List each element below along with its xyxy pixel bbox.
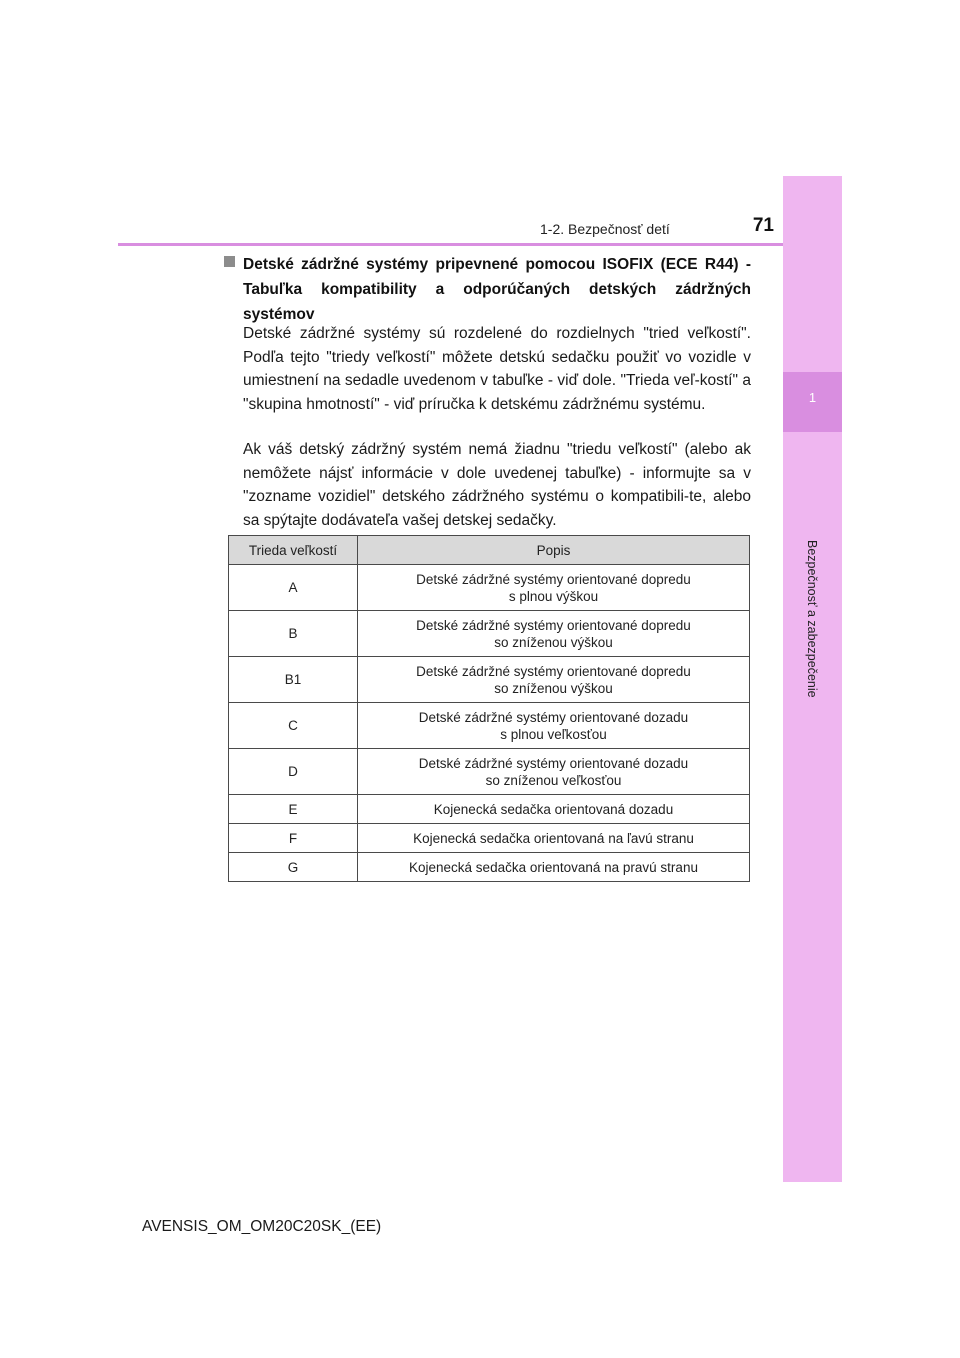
table-row	[229, 611, 750, 657]
header-description: Popis	[358, 536, 750, 565]
description-line: s plnou výškou	[508, 588, 599, 604]
square-bullet-icon	[224, 256, 235, 267]
table-row	[229, 824, 750, 853]
header-divider	[118, 243, 783, 246]
description-cell	[358, 657, 750, 703]
table-row	[229, 565, 750, 611]
description-cell	[358, 565, 750, 611]
table-row	[229, 703, 750, 749]
description-cell: Kojenecká sedačka orientovaná dozadu	[358, 795, 750, 824]
description-cell: Kojenecká sedačka orientovaná na ľavú stranu	[358, 824, 750, 853]
size-class-table	[228, 535, 750, 882]
size-class-cell: G	[229, 853, 358, 882]
description-line: Detské zádržné systémy orientované dozadu	[418, 755, 689, 771]
section-title: 1-2. Bezpečnosť detí	[540, 221, 670, 237]
document-code: AVENSIS_OM_OM20C20SK_(EE)	[142, 1218, 382, 1235]
table-row	[229, 795, 750, 824]
description-line: Detské zádržné systémy orientované dopredu	[416, 571, 691, 587]
table-header-row	[229, 536, 750, 565]
description-line: Detské zádržné systémy orientované dopredu	[416, 617, 691, 633]
paragraph-size-classes: Detské zádržné systémy sú rozdelené do rozdielnych "tried veľkostí". Podľa tejto "triedy veľkostí" môžete detskú sedačku použiť vo vozidle v umiestnení na sedadle uvedenom v tabuľke - viď dole. "Trieda veľ-kostí" a "skupina hmotností" - viď príručka k detskému zádržnému systému.	[243, 325, 751, 413]
size-class-cell: C	[229, 703, 358, 749]
table-row	[229, 853, 750, 882]
header-size-class: Trieda veľkostí	[229, 536, 358, 565]
description-line: Detské zádržné systémy orientované dozadu	[418, 709, 689, 725]
description-line: so zníženou výškou	[494, 634, 613, 650]
description-cell	[358, 611, 750, 657]
size-class-cell: B1	[229, 657, 358, 703]
description-line: s plnou veľkosťou	[500, 726, 607, 742]
description-line: so zníženou veľkosťou	[485, 772, 622, 788]
page-number: 71	[752, 215, 774, 236]
chapter-title-text: Bezpečnosť a zabezpečenie	[805, 540, 819, 698]
description-cell	[358, 703, 750, 749]
size-class-cell: F	[229, 824, 358, 853]
description-cell: Kojenecká sedačka orientovaná na pravú stranu	[358, 853, 750, 882]
paragraph-compatibility: Ak váš detský zádržný systém nemá žiadnu "triedu veľkostí" (alebo ak nemôžete nájsť informácie v dole uvedenej tabuľke) - informujte sa v "zozname vozidiel" detského zádržného systému o kompatibili-te, alebo sa spýtajte dodávateľa vašej detskej sedačky.	[243, 441, 751, 529]
description-line: so zníženou výškou	[494, 680, 613, 696]
size-class-cell: E	[229, 795, 358, 824]
size-class-cell: A	[229, 565, 358, 611]
chapter-number: 1	[808, 390, 817, 405]
size-class-cell: B	[229, 611, 358, 657]
size-class-cell: D	[229, 749, 358, 795]
description-cell	[358, 749, 750, 795]
table-row	[229, 749, 750, 795]
section-heading: Detské zádržné systémy pripevnené pomocou ISOFIX (ECE R44) - Tabuľka kompatibility a odporúčaných detských zádržných systémov	[243, 256, 751, 323]
table-row	[229, 657, 750, 703]
description-line: Detské zádržné systémy orientované dopredu	[416, 663, 691, 679]
